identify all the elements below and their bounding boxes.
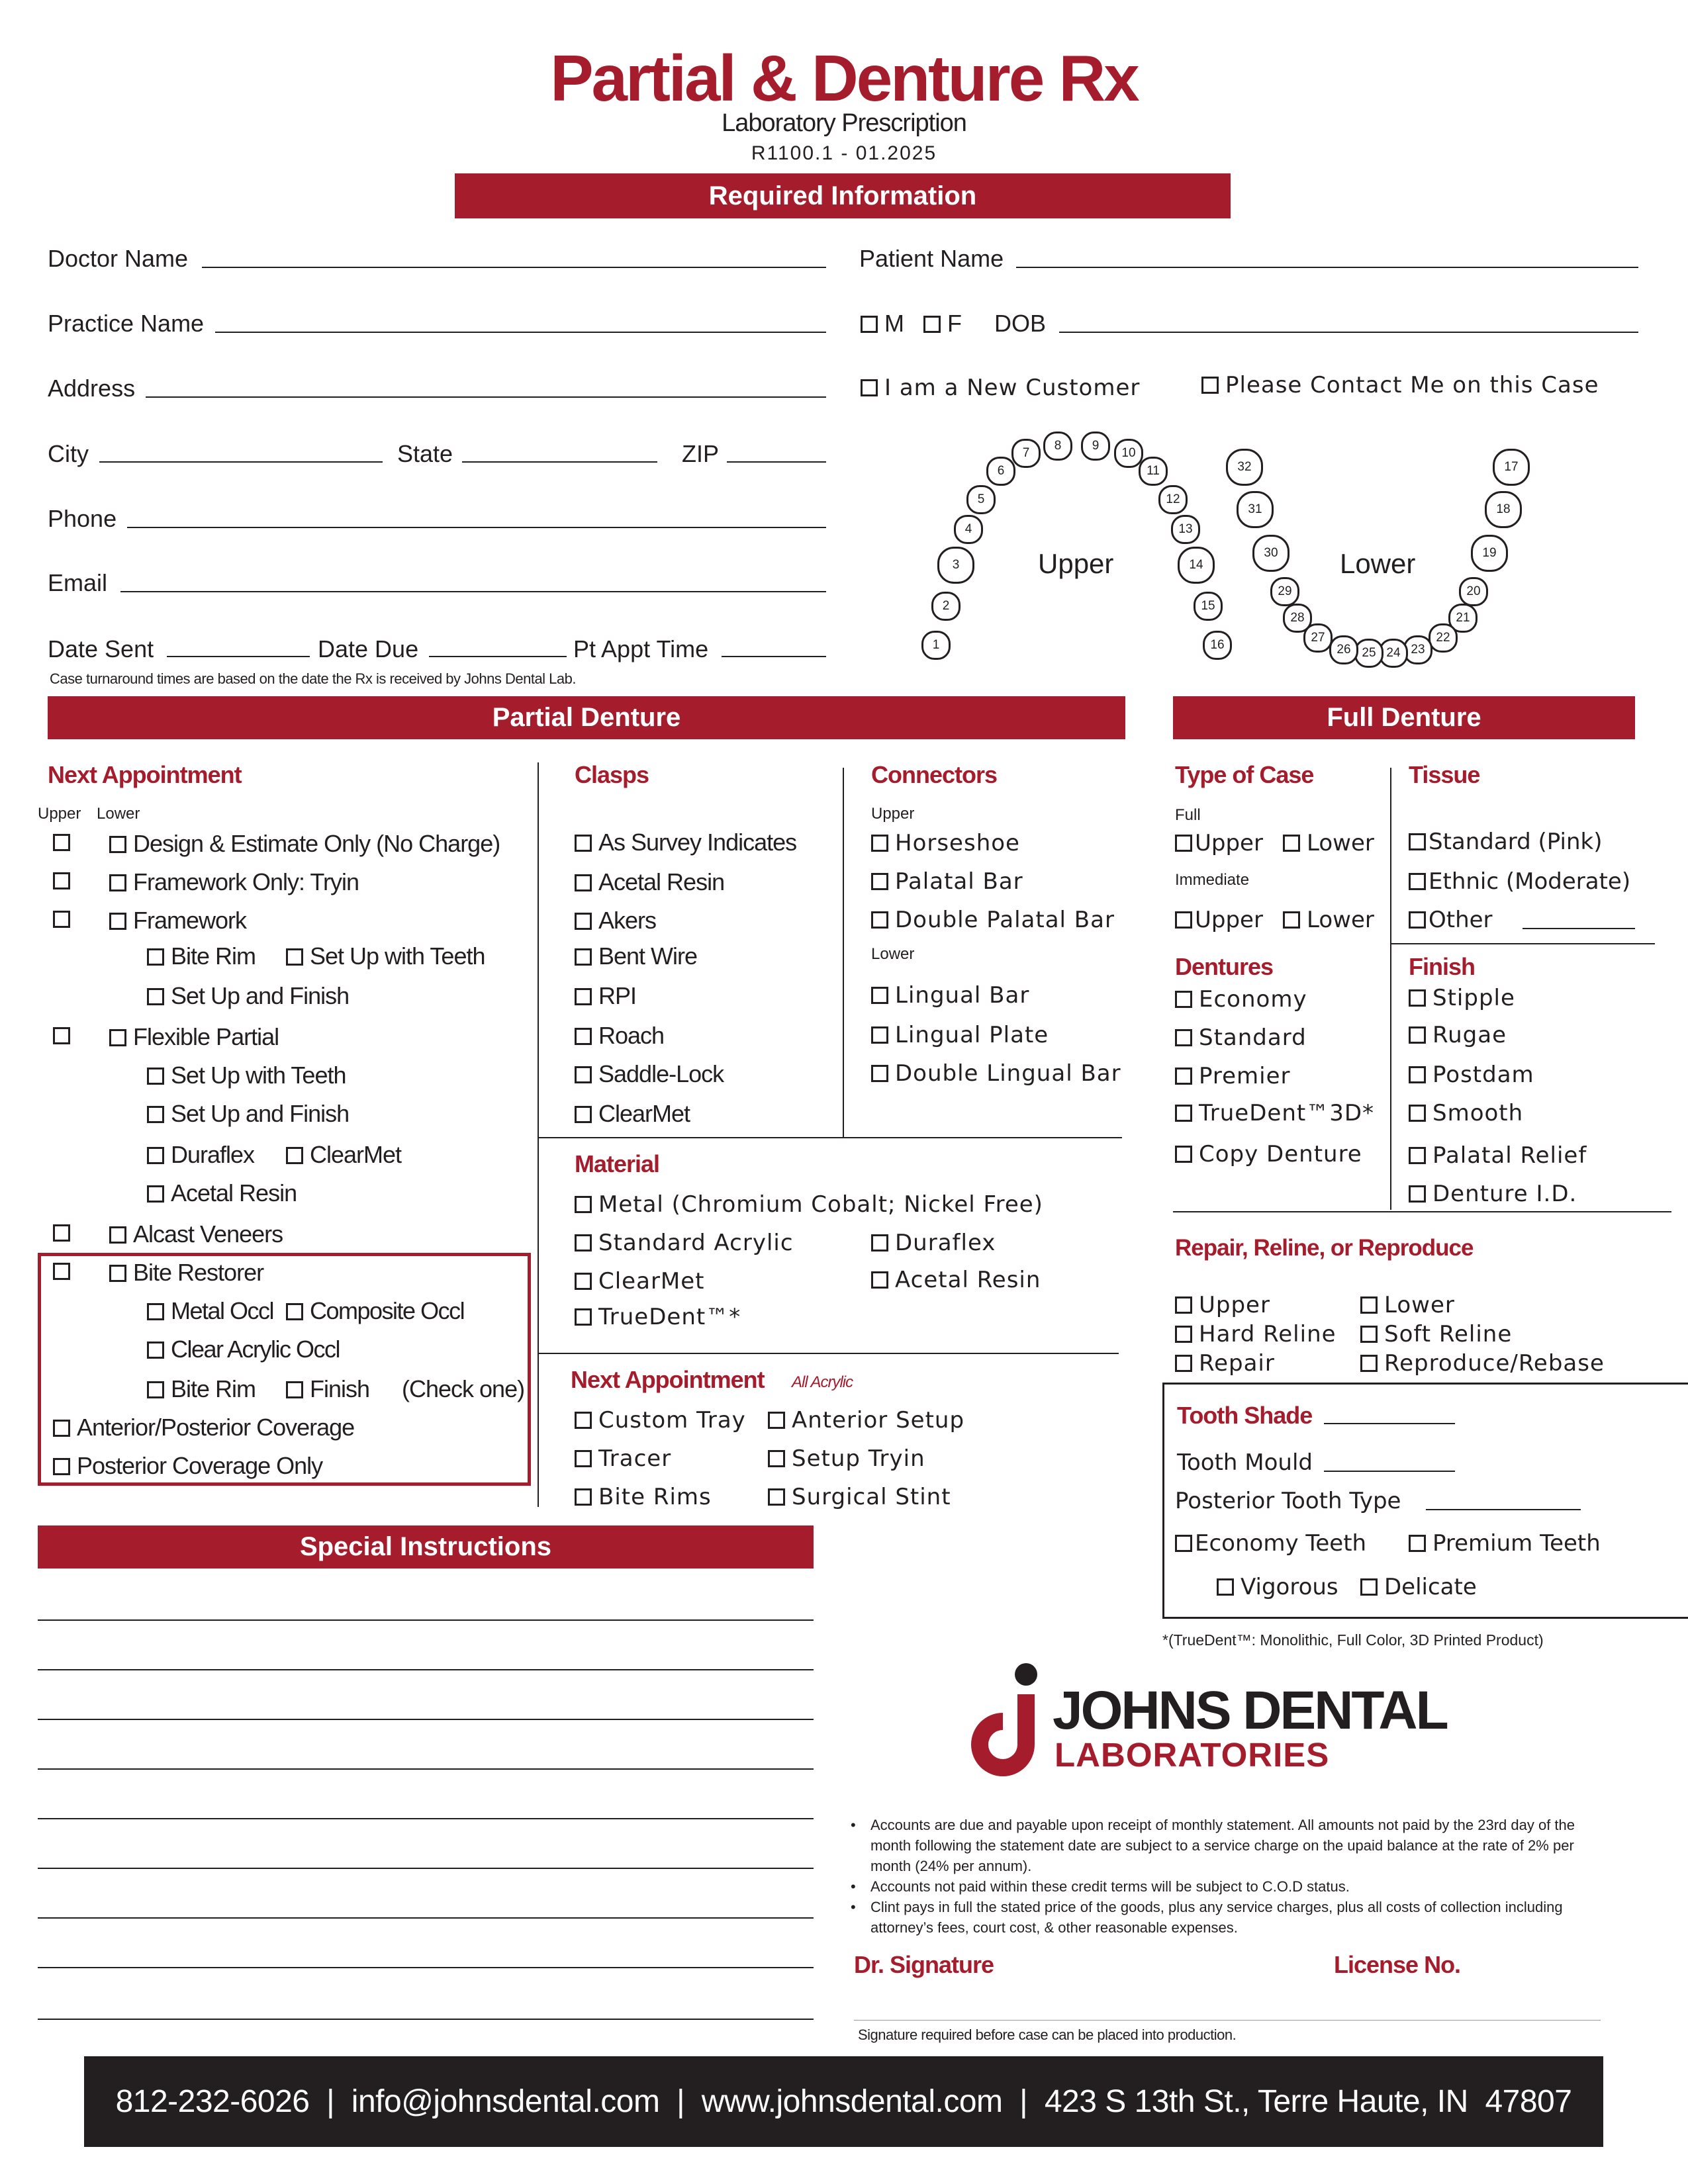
tissue-standard[interactable]	[1409, 829, 1602, 855]
appt-setup-tryin[interactable]	[768, 1445, 925, 1472]
material-metal[interactable]	[575, 1191, 1043, 1218]
logo-line2: LABORATORIES	[1055, 1736, 1330, 1774]
next-appt2-title: Next Appointment	[571, 1366, 765, 1393]
instruction-line[interactable]	[38, 1669, 814, 1670]
email-label: Email	[48, 569, 108, 596]
contact-me-checkbox[interactable]	[1201, 372, 1599, 398]
br-bite-rim-checkbox[interactable]	[147, 1375, 256, 1403]
dob-label: DOB	[994, 310, 1047, 337]
pt-appt-time-field[interactable]	[722, 656, 826, 657]
full-lower-checkbox[interactable]	[1283, 830, 1374, 856]
composite-occl-checkbox[interactable]	[286, 1297, 464, 1325]
delicate-checkbox[interactable]	[1360, 1574, 1477, 1600]
appt-label: Surgical Stint	[792, 1484, 951, 1510]
finish-label: Smooth	[1432, 1100, 1524, 1126]
special-instructions-bar: Special Instructions	[38, 1525, 814, 1569]
term-item: • Clint pays in full the stated price of the goods, plus any service charges, plus all costs of collection including attorney’s fees, court cost, & other reasonable expenses.	[851, 1897, 1605, 1938]
finish-rugae[interactable]	[1409, 1022, 1507, 1048]
tooth-shade-label: Tooth Shade	[1177, 1402, 1313, 1429]
material-label: ClearMet	[598, 1268, 705, 1295]
repair-repair[interactable]	[1175, 1350, 1275, 1377]
denture-premier[interactable]	[1175, 1063, 1291, 1089]
clasp-roach[interactable]	[575, 1022, 664, 1050]
tooth-27[interactable]: 27	[1303, 623, 1333, 653]
framework-tryin-lower-checkbox[interactable]	[109, 868, 359, 896]
divider	[843, 768, 844, 1137]
repair-label: Reproduce/Rebase	[1384, 1350, 1605, 1377]
material-label: Duraflex	[895, 1230, 996, 1256]
ant-post-checkbox[interactable]	[53, 1414, 354, 1441]
material-standard[interactable]	[575, 1230, 794, 1256]
tooth-8[interactable]: 8	[1043, 432, 1072, 461]
tooth-30[interactable]: 30	[1252, 535, 1289, 572]
acetal-label: Acetal Resin	[171, 1179, 297, 1206]
turnaround-note: Case turnaround times are based on the date the Rx is received by Johns Dental Lab.	[50, 670, 576, 687]
immediate-lower-checkbox[interactable]	[1283, 907, 1374, 933]
design-label: Design & Estimate Only (No Charge)	[133, 830, 500, 857]
tooth-26[interactable]: 26	[1329, 635, 1358, 664]
dentures-title: Dentures	[1175, 953, 1274, 980]
repair-label: Repair	[1199, 1350, 1275, 1377]
instruction-line[interactable]	[38, 1917, 814, 1919]
sex-m-label: M	[884, 310, 904, 337]
flexible-lower-checkbox[interactable]	[109, 1023, 279, 1051]
tooth-mould-field[interactable]	[1324, 1471, 1455, 1472]
check-one-note: (Check one)	[402, 1375, 525, 1402]
finish-label: Stipple	[1432, 985, 1515, 1011]
date-sent-label: Date Sent	[48, 635, 154, 662]
connector-label: Palatal Bar	[895, 868, 1023, 895]
br-bite-rim-label: Bite Rim	[171, 1375, 256, 1402]
delicate-label: Delicate	[1384, 1574, 1477, 1600]
clasp-as-survey[interactable]	[575, 829, 796, 856]
tooth-3[interactable]: 3	[937, 547, 974, 584]
vigorous-label: Vigorous	[1241, 1574, 1338, 1600]
tooth-23[interactable]: 23	[1403, 635, 1432, 664]
appt-label: Anterior Setup	[792, 1407, 965, 1433]
finish-stipple[interactable]	[1409, 985, 1515, 1011]
bite-restorer-upper-checkbox[interactable]	[53, 1263, 77, 1282]
connector-palatal-bar[interactable]	[871, 868, 1023, 895]
flex-setup-finish-label: Set Up and Finish	[171, 1100, 350, 1127]
pt-appt-time-label: Pt Appt Time	[573, 635, 709, 662]
col-lower-label: Lower	[97, 805, 140, 823]
dr-signature-label: Dr. Signature	[854, 1951, 994, 1978]
alcast-upper-checkbox[interactable]	[53, 1224, 77, 1244]
signature-note: Signature required before case can be placed into production.	[858, 2026, 1237, 2043]
full-denture-bar: Full Denture	[1173, 696, 1635, 739]
sex-f-checkbox[interactable]	[923, 310, 962, 338]
state-label: State	[397, 440, 453, 467]
clearmet-checkbox[interactable]	[286, 1141, 401, 1169]
city-label: City	[48, 440, 89, 467]
connector-label: Lingual Plate	[895, 1022, 1049, 1048]
city-field[interactable]	[99, 461, 383, 463]
immediate-label: Immediate	[1175, 871, 1250, 889]
repair-title: Repair, Reline, or Reproduce	[1175, 1235, 1474, 1261]
connector-label: Lingual Bar	[895, 982, 1030, 1009]
divider	[1390, 943, 1655, 944]
connector-label: Double Palatal Bar	[895, 907, 1115, 933]
clasps-title: Clasps	[575, 761, 649, 788]
alcast-label: Alcast Veneers	[133, 1220, 283, 1248]
tooth-6[interactable]: 6	[986, 457, 1015, 486]
posterior-type-field[interactable]	[1426, 1509, 1581, 1510]
footer-contact-bar: 812-232-6026 | info@johnsdental.com | www.johnsdental.com | 423 S 13th St., Terre Haute, IN 47807	[84, 2056, 1603, 2147]
truedent-note: *(TrueDent™: Monolithic, Full Color, 3D Printed Product)	[1162, 1631, 1544, 1649]
metal-occl-label: Metal Occl	[171, 1297, 274, 1324]
address-field[interactable]	[146, 396, 826, 398]
premium-teeth-label: Premium Teeth	[1432, 1530, 1601, 1557]
ant-post-label: Anterior/Posterior Coverage	[77, 1414, 355, 1441]
logo-line1: JOHNS DENTAL	[1053, 1680, 1447, 1741]
connector-horseshoe[interactable]	[871, 830, 1020, 856]
repair-reproduce[interactable]	[1360, 1350, 1605, 1377]
patient-name-label: Patient Name	[859, 245, 1004, 272]
framework-tryin-upper-checkbox[interactable]	[53, 872, 77, 891]
page-subtitle: Laboratory Prescription	[722, 109, 966, 137]
tooth-17[interactable]: 17	[1493, 449, 1530, 486]
economy-teeth-checkbox[interactable]	[1175, 1530, 1366, 1557]
all-acrylic-note: All Acrylic	[792, 1373, 853, 1391]
material-label: Acetal Resin	[895, 1267, 1041, 1293]
sex-m-checkbox[interactable]	[861, 310, 904, 338]
tooth-16[interactable]: 16	[1203, 631, 1232, 660]
payment-terms	[851, 1815, 1605, 1938]
col-upper-label: Upper	[38, 805, 81, 823]
material-label: Standard Acrylic	[598, 1230, 794, 1256]
doctor-name-label: Doctor Name	[48, 245, 189, 272]
immediate-lower-label: Lower	[1307, 907, 1374, 933]
denture-economy[interactable]	[1175, 986, 1307, 1013]
next-appt-title: Next Appointment	[48, 761, 242, 788]
type-of-case-title: Type of Case	[1175, 761, 1314, 788]
tooth-18[interactable]: 18	[1485, 491, 1522, 528]
clasp-label: Saddle-Lock	[598, 1060, 724, 1087]
sex-f-label: F	[947, 310, 962, 337]
repair-upper[interactable]	[1175, 1292, 1270, 1318]
finish-label: Postdam	[1432, 1062, 1534, 1088]
connectors-title: Connectors	[871, 761, 998, 788]
denture-label: Standard	[1199, 1024, 1307, 1051]
upper-arch-label: Upper	[1038, 548, 1114, 579]
appt-label: Custom Tray	[598, 1407, 746, 1433]
tooth-22[interactable]: 22	[1429, 623, 1458, 653]
acetal-checkbox[interactable]	[147, 1179, 297, 1207]
finish-palatal-relief[interactable]	[1409, 1142, 1587, 1169]
divider	[1390, 768, 1391, 1210]
bite-restorer-label: Bite Restorer	[133, 1259, 264, 1286]
license-label: License No.	[1334, 1951, 1461, 1978]
material-truedent[interactable]	[575, 1304, 741, 1330]
divider	[538, 762, 539, 1507]
vigorous-checkbox[interactable]	[1217, 1574, 1338, 1600]
tissue-label: Ethnic (Moderate)	[1429, 868, 1631, 895]
material-duraflex[interactable]	[871, 1230, 996, 1256]
clasp-acetal[interactable]	[575, 868, 724, 896]
term-item: • Accounts not paid within these credit terms will be subject to C.O.D status.	[851, 1876, 1605, 1897]
connector-label: Double Lingual Bar	[895, 1060, 1121, 1087]
bite-rim-label: Bite Rim	[171, 942, 256, 970]
full-lower-label: Lower	[1307, 830, 1374, 856]
tooth-25[interactable]: 25	[1354, 639, 1383, 668]
date-due-field[interactable]	[429, 656, 567, 657]
finish-label: Palatal Relief	[1432, 1142, 1587, 1169]
tooth-19[interactable]: 19	[1471, 535, 1508, 572]
date-sent-field[interactable]	[167, 656, 310, 657]
br-finish-checkbox[interactable]	[286, 1375, 369, 1403]
clasp-label: ClearMet	[598, 1100, 690, 1127]
finish-title: Finish	[1409, 953, 1475, 980]
tooth-4[interactable]: 4	[954, 515, 983, 544]
appt-label: Setup Tryin	[792, 1445, 925, 1472]
divider	[1390, 1211, 1671, 1212]
clasp-label: Acetal Resin	[598, 868, 725, 895]
clasp-label: Roach	[598, 1022, 665, 1049]
tooth-31[interactable]: 31	[1237, 491, 1274, 528]
repair-label: Soft Reline	[1384, 1321, 1513, 1347]
duraflex-label: Duraflex	[171, 1141, 255, 1168]
appt-bite-rims[interactable]	[575, 1484, 712, 1510]
phone-field[interactable]	[127, 527, 826, 528]
tooth-20[interactable]: 20	[1459, 577, 1488, 606]
repair-label: Upper	[1199, 1292, 1270, 1318]
clasp-label: RPI	[598, 982, 637, 1009]
repair-soft-reline[interactable]	[1360, 1321, 1512, 1347]
tooth-12[interactable]: 12	[1158, 485, 1188, 514]
instruction-line[interactable]	[38, 1719, 814, 1720]
economy-teeth-label: Economy Teeth	[1195, 1530, 1367, 1557]
composite-occl-label: Composite Occl	[310, 1297, 465, 1324]
alcast-lower-checkbox[interactable]	[109, 1220, 283, 1248]
tissue-other[interactable]	[1409, 907, 1493, 933]
clasp-clearmet[interactable]	[575, 1100, 690, 1128]
bite-restorer-lower-checkbox[interactable]	[109, 1259, 263, 1287]
date-due-label: Date Due	[318, 635, 419, 662]
denture-label: Economy	[1199, 986, 1307, 1013]
dob-field[interactable]	[1059, 332, 1638, 333]
instruction-line[interactable]	[38, 1868, 814, 1869]
appt-tracer[interactable]	[575, 1445, 671, 1472]
form-code: R1100.1 - 01.2025	[751, 142, 937, 164]
tooth-28[interactable]: 28	[1283, 604, 1312, 633]
clasp-label: As Survey Indicates	[598, 829, 797, 856]
appt-custom-tray[interactable]	[575, 1407, 746, 1433]
setup-teeth-checkbox[interactable]	[286, 942, 485, 970]
material-title: Material	[575, 1150, 660, 1177]
framework-tryin-label: Framework Only: Tryin	[133, 868, 359, 895]
new-customer-checkbox[interactable]	[861, 375, 1140, 401]
duraflex-checkbox[interactable]	[147, 1141, 254, 1169]
partial-denture-bar: Partial Denture	[48, 696, 1125, 739]
connectors-lower-label: Lower	[871, 945, 915, 963]
framework-lower-checkbox[interactable]	[109, 907, 246, 934]
email-field[interactable]	[120, 591, 826, 592]
finish-smooth[interactable]	[1409, 1100, 1523, 1126]
tooth-5[interactable]: 5	[966, 485, 996, 514]
repair-hard-reline[interactable]	[1175, 1321, 1336, 1347]
appt-label: Bite Rims	[598, 1484, 712, 1510]
denture-label: Premier	[1199, 1063, 1291, 1089]
appt-anterior-setup[interactable]	[768, 1407, 964, 1433]
connector-double-palatal-bar[interactable]	[871, 907, 1115, 933]
full-upper-checkbox[interactable]	[1175, 830, 1263, 856]
required-info-bar: Required Information	[455, 173, 1231, 218]
clear-acrylic-label: Clear Acrylic Occl	[171, 1336, 340, 1363]
finish-label: Rugae	[1432, 1022, 1507, 1048]
tissue-other-field[interactable]	[1523, 928, 1635, 929]
new-customer-label: I am a New Customer	[884, 375, 1141, 401]
framework-upper-checkbox[interactable]	[53, 911, 77, 930]
material-label: Metal (Chromium Cobalt; Nickel Free)	[598, 1191, 1043, 1218]
signature-field[interactable]	[854, 2020, 1601, 2021]
divider	[538, 1137, 1122, 1138]
finish-label: Denture I.D.	[1432, 1181, 1577, 1207]
tooth-14[interactable]: 14	[1178, 547, 1215, 584]
posterior-type-label: Posterior Tooth Type	[1175, 1488, 1401, 1514]
repair-lower[interactable]	[1360, 1292, 1455, 1318]
appt-surgical-stint[interactable]	[768, 1484, 951, 1510]
denture-label: Copy Denture	[1199, 1141, 1362, 1167]
immediate-upper-label: Upper	[1195, 907, 1263, 933]
instruction-line[interactable]	[38, 1818, 814, 1819]
address-label: Address	[48, 375, 136, 402]
flex-setup-teeth-label: Set Up with Teeth	[171, 1062, 346, 1089]
tooth-29[interactable]: 29	[1270, 577, 1299, 606]
connector-lingual-bar[interactable]	[871, 982, 1029, 1009]
tooth-32[interactable]: 32	[1226, 449, 1263, 486]
tooth-2[interactable]: 2	[931, 592, 961, 621]
tooth-11[interactable]: 11	[1139, 457, 1168, 486]
connector-lingual-plate[interactable]	[871, 1022, 1049, 1048]
setup-finish-label: Set Up and Finish	[171, 982, 350, 1009]
flexible-label: Flexible Partial	[133, 1023, 279, 1050]
instruction-line[interactable]	[38, 1619, 814, 1621]
tissue-title: Tissue	[1409, 761, 1480, 788]
tooth-13[interactable]: 13	[1171, 515, 1200, 544]
contact-me-label: Please Contact Me on this Case	[1225, 372, 1599, 398]
tooth-shade-field[interactable]	[1324, 1423, 1455, 1424]
full-upper-label: Upper	[1195, 830, 1263, 856]
phone-label: Phone	[48, 505, 117, 532]
finish-denture-id[interactable]	[1409, 1181, 1577, 1207]
setup-teeth-label: Set Up with Teeth	[310, 942, 485, 970]
material-label: TrueDent™*	[598, 1304, 741, 1330]
design-lower-checkbox[interactable]	[109, 830, 500, 858]
tissue-label: Standard (Pink)	[1429, 829, 1603, 855]
divider	[538, 1353, 1119, 1354]
repair-label: Lower	[1384, 1292, 1455, 1318]
flex-setup-finish-checkbox[interactable]	[147, 1100, 349, 1128]
clearmet-label: ClearMet	[310, 1141, 402, 1168]
johns-dental-logo-mark	[970, 1660, 1053, 1786]
tissue-label: Other	[1429, 907, 1493, 933]
lower-arch-label: Lower	[1340, 548, 1416, 579]
term-item: • Accounts are due and payable upon receipt of monthly statement. All amounts not paid by the 23rd day of the month following the statement date are subject to a service charge on the upaid balance at the rate of 2% per month (24% per annum).	[851, 1815, 1605, 1876]
appt-label: Tracer	[598, 1445, 672, 1472]
clasp-label: Akers	[598, 907, 657, 934]
connector-label: Horseshoe	[895, 830, 1020, 856]
clasp-label: Bent Wire	[598, 942, 698, 970]
clasp-saddle-lock[interactable]	[575, 1060, 724, 1088]
denture-copy[interactable]	[1175, 1141, 1362, 1167]
repair-label: Hard Reline	[1199, 1321, 1336, 1347]
clear-acrylic-checkbox[interactable]	[147, 1336, 340, 1363]
tissue-ethnic[interactable]	[1409, 868, 1630, 895]
post-only-checkbox[interactable]	[53, 1452, 322, 1480]
br-finish-label: Finish	[310, 1375, 370, 1402]
tooth-9[interactable]: 9	[1081, 432, 1110, 461]
tooth-7[interactable]: 7	[1011, 439, 1041, 468]
instruction-line[interactable]	[38, 1768, 814, 1770]
framework-label: Framework	[133, 907, 247, 934]
design-upper-checkbox[interactable]	[53, 834, 77, 853]
flexible-upper-checkbox[interactable]	[53, 1027, 77, 1046]
instruction-line[interactable]	[38, 1967, 814, 1968]
doctor-name-field[interactable]	[202, 267, 826, 268]
clasp-bent-wire[interactable]	[575, 942, 697, 970]
setup-finish-checkbox[interactable]	[147, 982, 349, 1010]
tooth-21[interactable]: 21	[1448, 604, 1477, 633]
clasp-akers[interactable]	[575, 907, 656, 934]
tooth-10[interactable]: 10	[1114, 439, 1143, 468]
tooth-mould-label: Tooth Mould	[1177, 1449, 1313, 1476]
bite-restorer-box	[38, 1253, 531, 1486]
tooth-1[interactable]: 1	[921, 631, 951, 660]
metal-occl-checkbox[interactable]	[147, 1297, 273, 1325]
post-only-label: Posterior Coverage Only	[77, 1452, 323, 1479]
flex-setup-teeth-checkbox[interactable]	[147, 1062, 346, 1089]
tooth-24[interactable]: 24	[1379, 639, 1408, 668]
immediate-upper-checkbox[interactable]	[1175, 907, 1263, 933]
full-label: Full	[1175, 806, 1201, 824]
zip-field[interactable]	[727, 461, 826, 463]
patient-name-field[interactable]	[1016, 267, 1638, 268]
divider	[1173, 1211, 1390, 1212]
practice-name-label: Practice Name	[48, 310, 205, 337]
finish-postdam[interactable]	[1409, 1062, 1534, 1088]
page-title: Partial & Denture Rx	[550, 42, 1138, 114]
material-acetal[interactable]	[871, 1267, 1041, 1293]
state-field[interactable]	[462, 461, 657, 463]
bite-rim-checkbox[interactable]	[147, 942, 256, 970]
clasp-rpi[interactable]	[575, 982, 636, 1010]
tooth-15[interactable]: 15	[1194, 592, 1223, 621]
connector-double-lingual-bar[interactable]	[871, 1060, 1121, 1087]
denture-label: TrueDent™3D*	[1199, 1100, 1375, 1126]
zip-label: ZIP	[682, 440, 720, 467]
connectors-upper-label: Upper	[871, 805, 915, 823]
instruction-line[interactable]	[38, 2019, 814, 2020]
denture-truedent[interactable]	[1175, 1100, 1374, 1126]
denture-standard[interactable]	[1175, 1024, 1307, 1051]
material-clearmet[interactable]	[575, 1268, 705, 1295]
premium-teeth-checkbox[interactable]	[1409, 1530, 1601, 1557]
practice-name-field[interactable]	[215, 332, 826, 333]
